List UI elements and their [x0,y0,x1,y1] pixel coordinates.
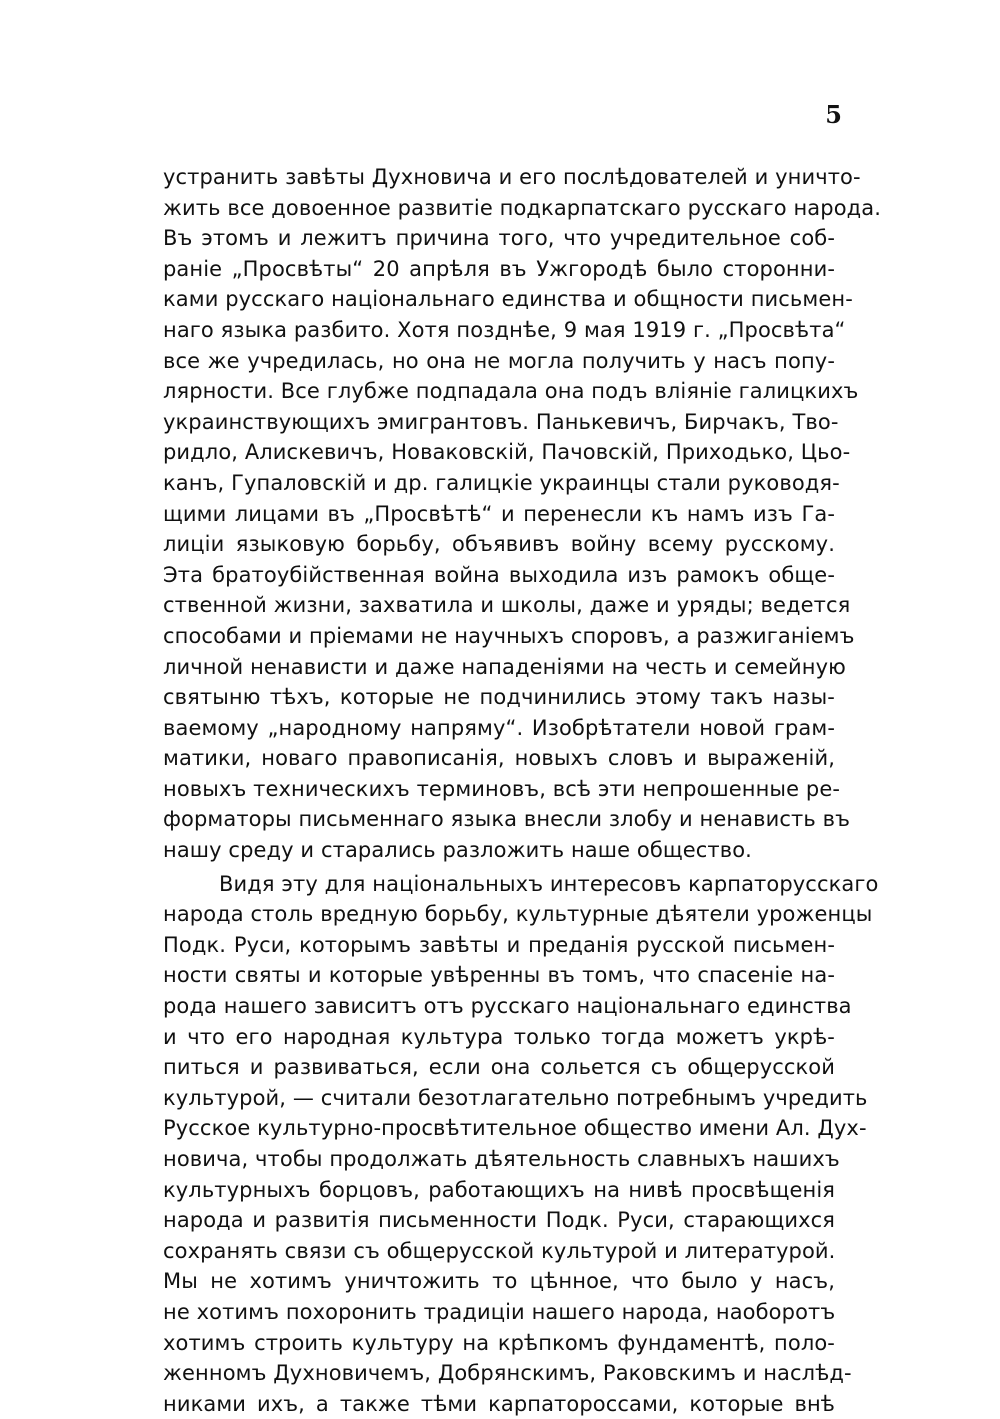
text-line: канъ, Гупаловскій и др. галицкіе украинцы стали руководя- [163,470,840,495]
text-line: украинствующихъ эмигрантовъ. Панькевичъ, Бирчакъ, Тво- [163,409,839,434]
text-line: ваемому „народному напряму“. Изобрѣтатели новой грам- [163,715,835,740]
text-line: Подк. Руси, которымъ завѣты и преданія русской письмен- [163,932,835,957]
text-line: лиціи языковую борьбу, объявивъ войну всему русскому. [163,532,835,557]
text-line: личной ненависти и даже нападеніями на честь и семейную [163,654,846,679]
text-line: народа столь вредную борьбу, культурные дѣятели уроженцы [163,902,873,927]
text-line: щими лицами въ „Просвѣтѣ“ и перенесли къ намъ изъ Га- [163,501,835,526]
body-text [163,162,882,1419]
text-line: Мы не хотимъ уничтожить то цѣнное, что было у насъ, [163,1269,835,1294]
text-line: все же учредилась, но она не могла получить у насъ попу- [163,348,835,373]
text-line: способами и пріемами не научныхъ споровъ, а разжиганіемъ [163,623,855,648]
text-line: ности святы и которые увѣренны въ томъ, что спасеніе на- [163,963,835,988]
text-line: культурныхъ борцовъ, работающихъ на нивѣ просвѣщенія [163,1177,835,1202]
text-line: Русское культурно-просвѣтительное общество имени Ал. Дух- [163,1116,867,1141]
paragraph-1 [163,162,882,866]
text-line: нашу среду и старались разложить наше общество. [163,838,752,863]
text-line: женномъ Духновичемъ, Добрянскимъ, Раковскимъ и наслѣд- [163,1361,852,1386]
text-line: матики, новаго правописанія, новыхъ словъ и выраженій, [163,746,835,771]
text-line: никами ихъ, а также тѣми карпатороссами, которые внѣ [163,1391,835,1416]
page-number: 5 [825,100,842,129]
text-line: форматоры письменнаго языка внесли злобу и ненависть въ [163,807,851,832]
text-line: наго языка разбито. Хотя позднѣе, 9 мая 1919 г. „Просвѣта“ [163,317,846,342]
text-line: новича, чтобы продолжать дѣятельность славныхъ нашихъ [163,1147,840,1171]
text-line: Въ этомъ и лежитъ причина того, что учредительное соб- [163,226,835,251]
text-line: Эта братоубійственная война выходила изъ рамокъ обще- [163,562,835,587]
text-line: устранить завѣты Духновича и его послѣдователей и уничто- [163,165,861,189]
paragraph-2 [163,869,879,1419]
text-line: ридло, Алискевичъ, Новаковскій, Пачовскій, Приходько, Цьо- [163,440,851,465]
text-line: рода нашего зависитъ отъ русскаго національнаго единства [163,994,852,1019]
text-line: новыхъ техническихъ терминовъ, всѣ эти непрошенные ре- [163,776,841,801]
text-line: и что его народная культура только тогда можетъ укрѣ- [163,1024,835,1049]
text-line: Видя эту для національныхъ интересовъ карпаторусскаго [219,871,879,896]
text-line: жить все довоенное развитіе подкарпатскаго русскаго народа. [163,195,882,220]
text-line: ственной жизни, захватила и школы, даже и уряды; ведется [163,593,851,618]
text-line: лярности. Все глубже подпадала она подъ вліяніе галицкихъ [163,379,859,404]
text-line: не хотимъ похоронить традиціи нашего народа, наоборотъ [163,1299,836,1324]
text-line: культурой, — считали безотлагательно потребнымъ учредить [163,1085,868,1110]
text-line: святыню тѣхъ, которые не подчинились этому такъ назы- [163,685,835,710]
text-line: народа и развитія письменности Подк. Руси, старающихся [163,1208,835,1233]
text-line: ками русскаго національнаго единства и общности письмен- [163,287,853,312]
text-line: раніе „Просвѣты“ 20 апрѣля въ Ужгородѣ было сторонни- [163,256,835,281]
text-line: сохранять связи съ общерусской культурой и литературой. [163,1238,836,1263]
text-line: питься и развиваться, если она сольется съ общерусской [163,1055,835,1080]
text-line: хотимъ строить культуру на крѣпкомъ фундаментѣ, поло- [163,1330,835,1355]
